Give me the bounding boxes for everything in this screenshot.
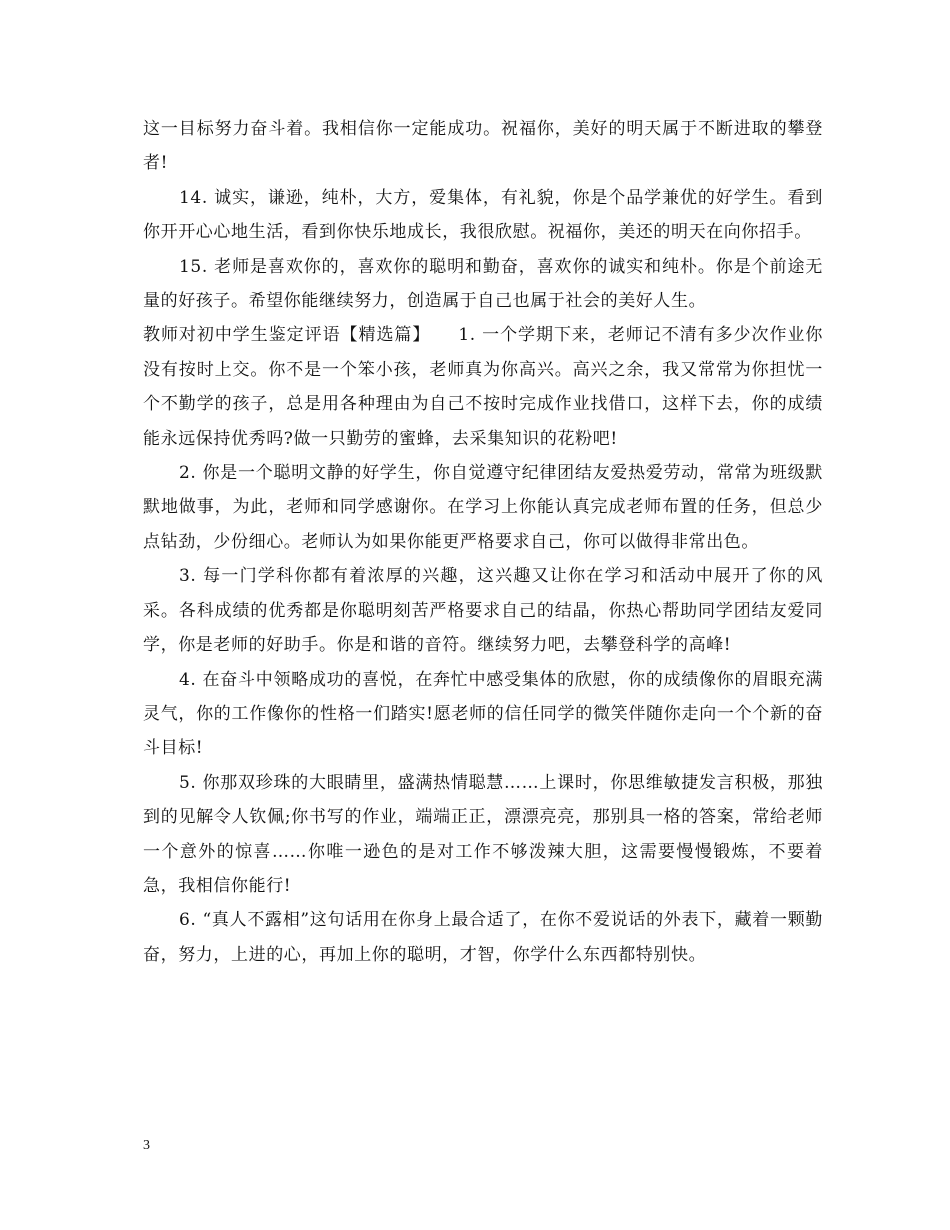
paragraph-item-1: 1. 一个学期下来，老师记不清有多少次作业你没有按时上交。你不是一个笨小孩，老师真为你高兴。高兴之余，我又常常为你担忧一个不勤学的孩子，总是用各种理由为自己不按时完成作业找借口，这样下去，你的成绩能永远保持优秀吗?做一只勤劳的蜜蜂，去采集知识的花粉吧! (143, 325, 823, 449)
paragraph-continuation: 这一目标努力奋斗着。我相信你一定能成功。祝福你，美好的明天属于不断进取的攀登者! (143, 119, 823, 174)
paragraph-item-6: 6. “真人不露相”这句话用在你身上最合适了，在你不爱说话的外表下，藏着一颗勤奋，努力，上进的心，再加上你的聪明，才智，你学什么东西都特别快。 (143, 910, 823, 965)
paragraph-item-3: 3. 每一门学科你都有着浓厚的兴趣，这兴趣又让你在学习和活动中展开了你的风采。各科成绩的优秀都是你聪明刻苦严格要求自己的结晶，你热心帮助同学团结友爱同学，你是老师的好助手。你是和谐的音符。继续努力吧，去攀登科学的高峰! (143, 566, 823, 656)
paragraph-item-2: 2. 你是一个聪明文静的好学生，你自觉遵守纪律团结友爱热爱劳动，常常为班级默默地做事，为此，老师和同学感谢你。在学习上你能认真完成老师布置的任务，但总少点钻劲，少份细心。老师认为如果你能更严格要求自己，你可以做得非常出色。 (143, 463, 823, 552)
section-heading: 教师对初中学生鉴定评语【精选篇】 (143, 325, 431, 346)
paragraph-item-15: 15. 老师是喜欢你的，喜欢你的聪明和勤奋，喜欢你的诚实和纯朴。你是个前途无量的好孩子。希望你能继续努力，创造属于自己也属于社会的美好人生。 (143, 256, 823, 312)
paragraph-section-start (143, 318, 823, 456)
page-number: 3 (143, 1138, 150, 1153)
paragraph-item-4: 4. 在奋斗中领略成功的喜悦，在奔忙中感受集体的欣慰，你的成绩像你的眉眼充满灵气，你的工作像你的性格一们踏实!愿老师的信任同学的微笑伴随你走向一个个新的奋斗目标! (143, 669, 823, 759)
page-body (143, 112, 823, 972)
paragraph-item-14: 14. 诚实，谦逊，纯朴，大方，爱集体，有礼貌，你是个品学兼优的好学生。看到你开开心心地生活，看到你快乐地成长，我很欣慰。祝福你，美还的明天在向你招手。 (143, 187, 823, 243)
paragraph-item-5: 5. 你那双珍珠的大眼睛里，盛满热情聪慧……上课时，你思维敏捷发言积极，那独到的见解令人钦佩;你书写的作业，端端正正，漂漂亮亮，那别具一格的答案，常给老师一个意外的惊喜……你唯一逊色的是对工作不够泼辣大胆，这需要慢慢锻炼，不要着急，我相信你能行! (143, 772, 823, 896)
